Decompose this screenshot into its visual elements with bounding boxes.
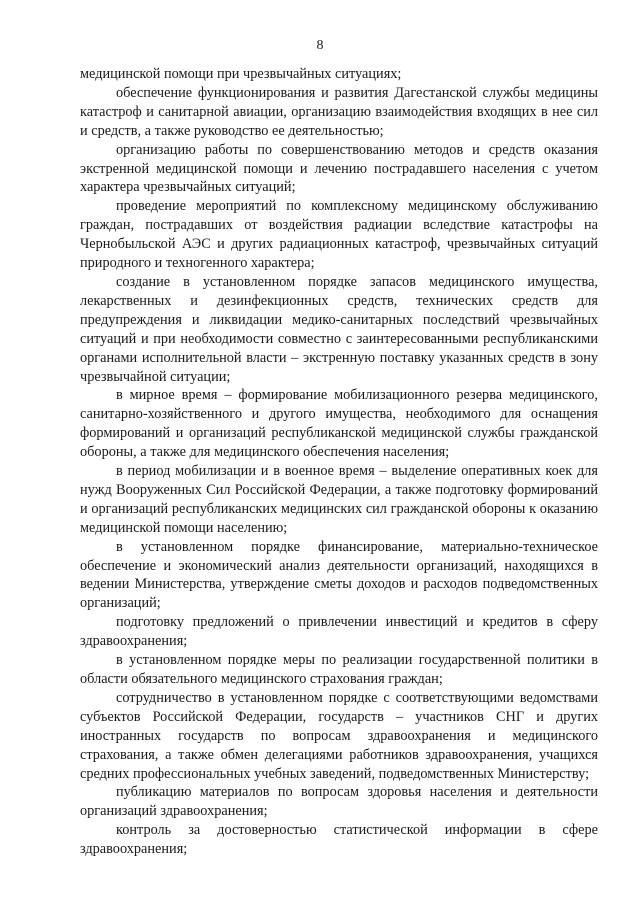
paragraph-disaster-medicine-service: обеспечение функционирования и развития Дагестанской службы медицины катастроф и санитарной авиации, организацию взаимодействия входящих в нее сил и средств, а также руководство ее деятельностью; [80, 84, 598, 139]
paragraph-medical-reserves: создание в установленном порядке запасов медицинского имущества, лекарственных и дезинфекционных средств, технических средств для предупреждения и ликвидации медико-санитарных последствий чрезвычайных ситуаций и при необходимости совместно с заинтересованными республиканскими органами исполнительной власти – экстренную поставку указанных средств в зону чрезвычайной ситуации; [80, 273, 598, 385]
paragraph-statistics-control: контроль за достоверностью статистической информации в сфере здравоохранения; [80, 822, 598, 858]
paragraph-radiation-victims-care: проведение мероприятий по комплексному медицинскому обслуживанию граждан, пострадавших от воздействия радиации вследствие катастрофы на Чернобыльской АЭС и других радиационных катастроф, чрезвычайных ситуаций природного и техногенного характера; [80, 198, 598, 272]
document-body [80, 65, 598, 859]
paragraph-medical-insurance-policy: в установленном порядке меры по реализации государственной политики в области обязательного медицинского страхования граждан; [80, 652, 598, 687]
paragraph-peacetime-mobilization-reserve: в мирное время – формирование мобилизационного резерва медицинского, санитарно-хозяйственного и другого имущества, необходимого для оснащения формирований и организаций республиканской медицинской службы гражданской обороны, а также для медицинского обеспечения населения; [80, 387, 598, 461]
paragraph-cooperation: сотрудничество в установленном порядке с соответствующими ведомствами субъектов Российской Федерации, государств – участников СНГ и других иностранных государств по вопросам здравоохранения и медицинского страхования, а также обмен делегациями работников здравоохранения, учащихся средних профессиональных учебных заведений, подведомственных Министерству; [80, 689, 598, 782]
paragraph-investments: подготовку предложений о привлечении инвестиций и кредитов в сферу здравоохранения; [80, 614, 598, 650]
paragraph-financing: в установленном порядке финансирование, материально-техническое обеспечение и экономический анализ деятельности организаций, находящихся в ведении Министерства, утверждение сметы доходов и расходов подведомственных организаций; [80, 538, 598, 612]
paragraph-emergency-care-methods: организацию работы по совершенствованию методов и средств оказания экстренной медицинской помощи и лечению пострадавшего населения с учетом характера чрезвычайных ситуаций; [80, 141, 598, 196]
paragraph-wartime-beds: в период мобилизации и в военное время – выделение оперативных коек для нужд Вооруженных Сил Российской Федерации, а также подготовку формирований и организаций республиканских медицинских сил гражданской обороны к оказанию медицинской помощи населению; [80, 463, 598, 536]
paragraph-publications: публикацию материалов по вопросам здоровья населения и деятельности организаций здравоохранения; [80, 784, 598, 820]
page-number: 8 [316, 38, 324, 53]
paragraph-continuation: медицинской помощи при чрезвычайных ситуациях; [80, 66, 402, 82]
